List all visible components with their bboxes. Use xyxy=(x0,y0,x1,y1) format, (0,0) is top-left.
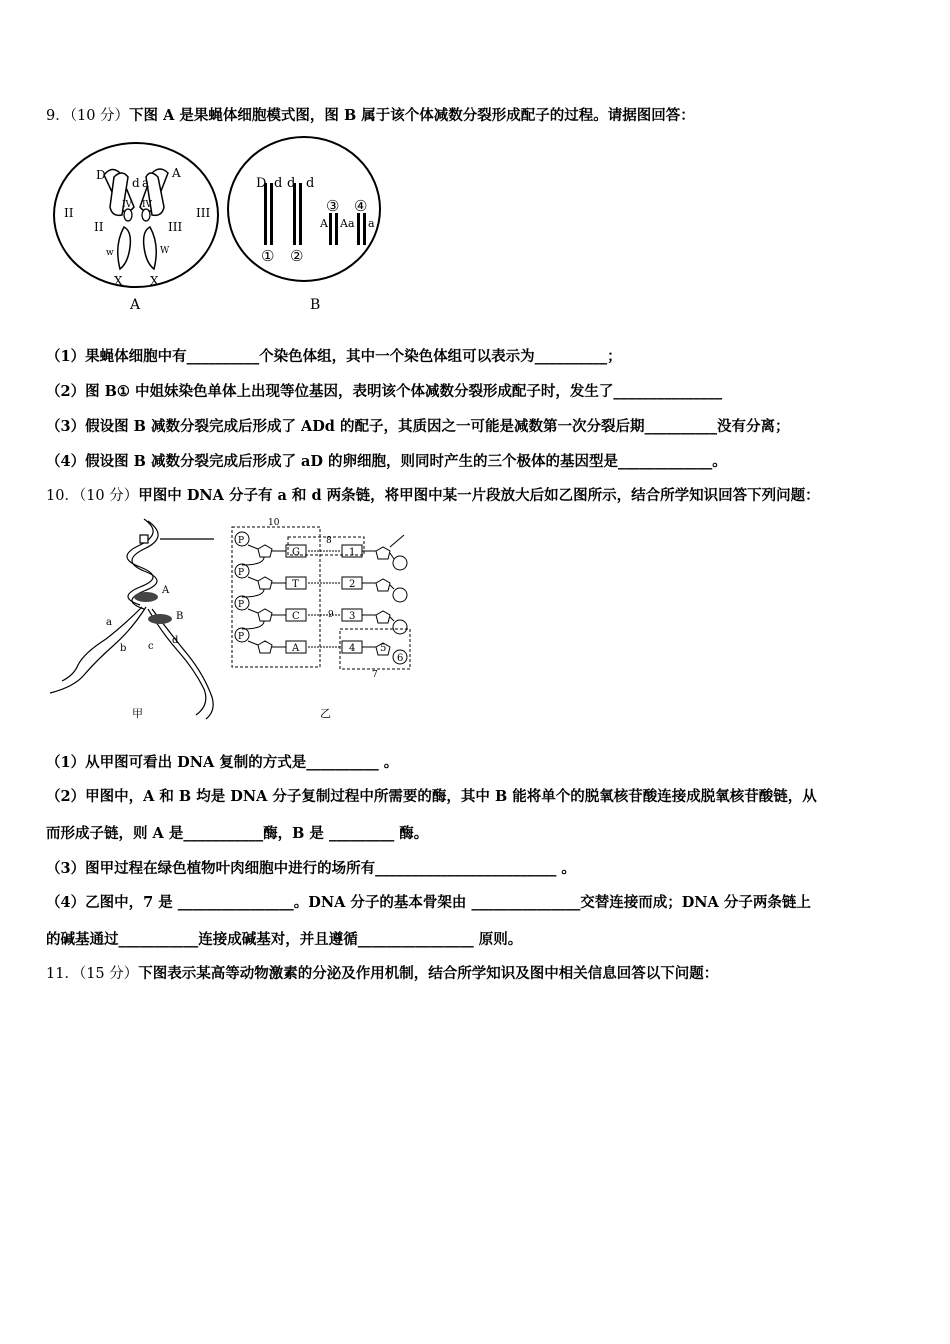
yi-num-2: 2 xyxy=(349,579,356,590)
b-label-circle-3: ③ xyxy=(326,197,340,215)
yi-num-1: 1 xyxy=(349,547,356,558)
jia-label-B: B xyxy=(176,611,184,622)
q9-sub3: （3）假设图 B 减数分裂完成后形成了 ADd 的配子，其质因之一可能是减数第一次分裂后期__________没有分离； xyxy=(46,418,790,435)
q11-score: （15 分） xyxy=(78,966,139,982)
fig-label-B: B xyxy=(310,297,321,313)
b-label-d3: d xyxy=(306,176,315,191)
a-label-III-inner: III xyxy=(168,220,183,234)
yi-num-5: 5 xyxy=(380,643,387,654)
a-label-d: d xyxy=(132,176,140,190)
a-label-a: a xyxy=(142,176,150,190)
jia-label-c: c xyxy=(148,641,154,652)
fig-label-A: A xyxy=(130,297,141,313)
a-label-X-left: X xyxy=(114,274,123,288)
q10-number: 10． xyxy=(46,488,79,504)
a-label-w: w xyxy=(106,248,114,258)
jia-label-a: a xyxy=(106,617,112,628)
yi-num-8: 8 xyxy=(326,536,332,546)
chromatid-3b xyxy=(335,213,338,245)
q10-heading xyxy=(46,484,820,505)
b-label-A2: A xyxy=(340,217,348,230)
a-label-IV-left: IV xyxy=(122,200,133,210)
chromatid-2b xyxy=(299,183,302,245)
q10-score: （10 分） xyxy=(78,488,139,504)
q9-sub2: （2）图 B① 中姐妹染色单体上出现等位基因，表明该个体减数分裂形成配子时，发生了_______________ xyxy=(46,383,723,400)
chromatid-2 xyxy=(293,183,296,245)
enzyme-A xyxy=(134,592,158,602)
fig-label-jia: 甲 xyxy=(132,707,143,720)
a-label-D: D xyxy=(96,168,106,182)
yi-p-4: P xyxy=(238,632,245,642)
yi-num-3: 3 xyxy=(349,611,356,622)
a-label-X-right: X xyxy=(150,274,159,288)
chromosome-iv-right xyxy=(142,209,150,221)
enzyme-B xyxy=(148,614,172,624)
chromosome-x-left xyxy=(118,227,131,269)
jia-label-A: A xyxy=(162,585,170,596)
chromosome-iv-left xyxy=(124,209,132,221)
yi-num-10: 10 xyxy=(268,518,280,528)
chromatid-4 xyxy=(357,213,360,245)
b-label-circle-2: ② xyxy=(290,247,304,265)
yi-p-1: P xyxy=(238,536,245,546)
q11-stem: 下图表示某高等动物激素的分泌及作用机制，结合所学知识及图中相关信息回答以下问题： xyxy=(138,965,719,982)
a-label-II-left: II xyxy=(64,206,74,220)
jia-label-d: d xyxy=(172,635,179,646)
q11-heading xyxy=(46,962,718,983)
q9-stem: 下图 A 是果蝇体细胞模式图，图 B 属于该个体减数分裂形成配子的过程。请据图回答： xyxy=(129,107,695,124)
q9-score: （10 分） xyxy=(69,108,130,124)
fig-label-yi: 乙 xyxy=(320,707,331,720)
yi-num-6: 6 xyxy=(397,653,404,664)
q10-figure xyxy=(44,515,424,725)
b-label-D: D xyxy=(256,176,267,191)
yi-base-T: T xyxy=(292,579,299,590)
fig-jia xyxy=(50,519,214,719)
q10-sub4b: 的碱基通过___________连接成碱基对，并且遵循________________ 原则。 xyxy=(46,931,523,948)
cell-a-outline xyxy=(54,143,218,287)
chromatid-3 xyxy=(329,213,332,245)
yi-base-C: C xyxy=(292,611,300,622)
a-label-II-inner: II xyxy=(94,220,104,234)
b-label-circle-4: ④ xyxy=(354,197,368,215)
a-label-A: A xyxy=(172,166,181,180)
yi-p-2: P xyxy=(238,568,245,578)
a-label-IV-right: IV xyxy=(142,200,153,210)
q10-sub2b: 而形成子链，则 A 是___________酶，B 是 _________ 酶。 xyxy=(46,825,429,842)
q9-heading xyxy=(46,104,695,125)
chromatid-4b xyxy=(363,213,366,245)
yi-num-7: 7 xyxy=(372,670,378,680)
chromatid-1 xyxy=(264,183,267,245)
q10-sub4a: （4）乙图中，7 是 ________________。DNA 分子的基本骨架由 _______________交替连接而成；DNA 分子两条链上 xyxy=(46,894,811,911)
q9-sub4: （4）假设图 B 减数分裂完成后形成了 aD 的卵细胞，则同时产生的三个极体的基因型是_____________。 xyxy=(46,453,727,470)
b-label-d2: d xyxy=(287,176,296,191)
yi-num-9: 9 xyxy=(328,610,334,620)
yi-base-A: A xyxy=(292,643,300,654)
q9-figure xyxy=(50,135,390,315)
b-label-circle-1: ① xyxy=(261,247,275,265)
yi-p-3: P xyxy=(238,600,245,610)
a-label-W: W xyxy=(160,246,170,256)
b-label-a1: a xyxy=(348,217,355,230)
q10-stem: 甲图中 DNA 分子有 a 和 d 两条链，将甲图中某一片段放大后如乙图所示，结合所学知识回答下列问题： xyxy=(138,487,820,504)
chromatid-1b xyxy=(270,183,273,245)
yi-base-G: G xyxy=(292,547,300,558)
q11-number: 11． xyxy=(46,966,79,982)
q10-sub3: （3）图甲过程在绿色植物叶肉细胞中进行的场所有_________________________ 。 xyxy=(46,860,576,877)
b-label-A1: A xyxy=(320,217,328,230)
chromosome-x-right xyxy=(144,227,157,269)
q10-sub1: （1）从甲图可看出 DNA 复制的方式是__________ 。 xyxy=(46,754,399,771)
q9-number: 9． xyxy=(46,108,70,124)
b-label-d1: d xyxy=(274,176,283,191)
q9-sub1: （1）果蝇体细胞中有__________个染色体组，其中一个染色体组可以表示为__________； xyxy=(46,348,622,365)
b-label-a2: a xyxy=(368,217,375,230)
q10-sub2a: （2）甲图中，A 和 B 均是 DNA 分子复制过程中所需要的酶，其中 B 能将单个的脱氧核苷酸连接成脱氧核苷酸链，从 xyxy=(46,788,817,805)
jia-label-b: b xyxy=(120,643,127,654)
a-label-III-right: III xyxy=(196,206,211,220)
yi-num-4: 4 xyxy=(349,643,356,654)
